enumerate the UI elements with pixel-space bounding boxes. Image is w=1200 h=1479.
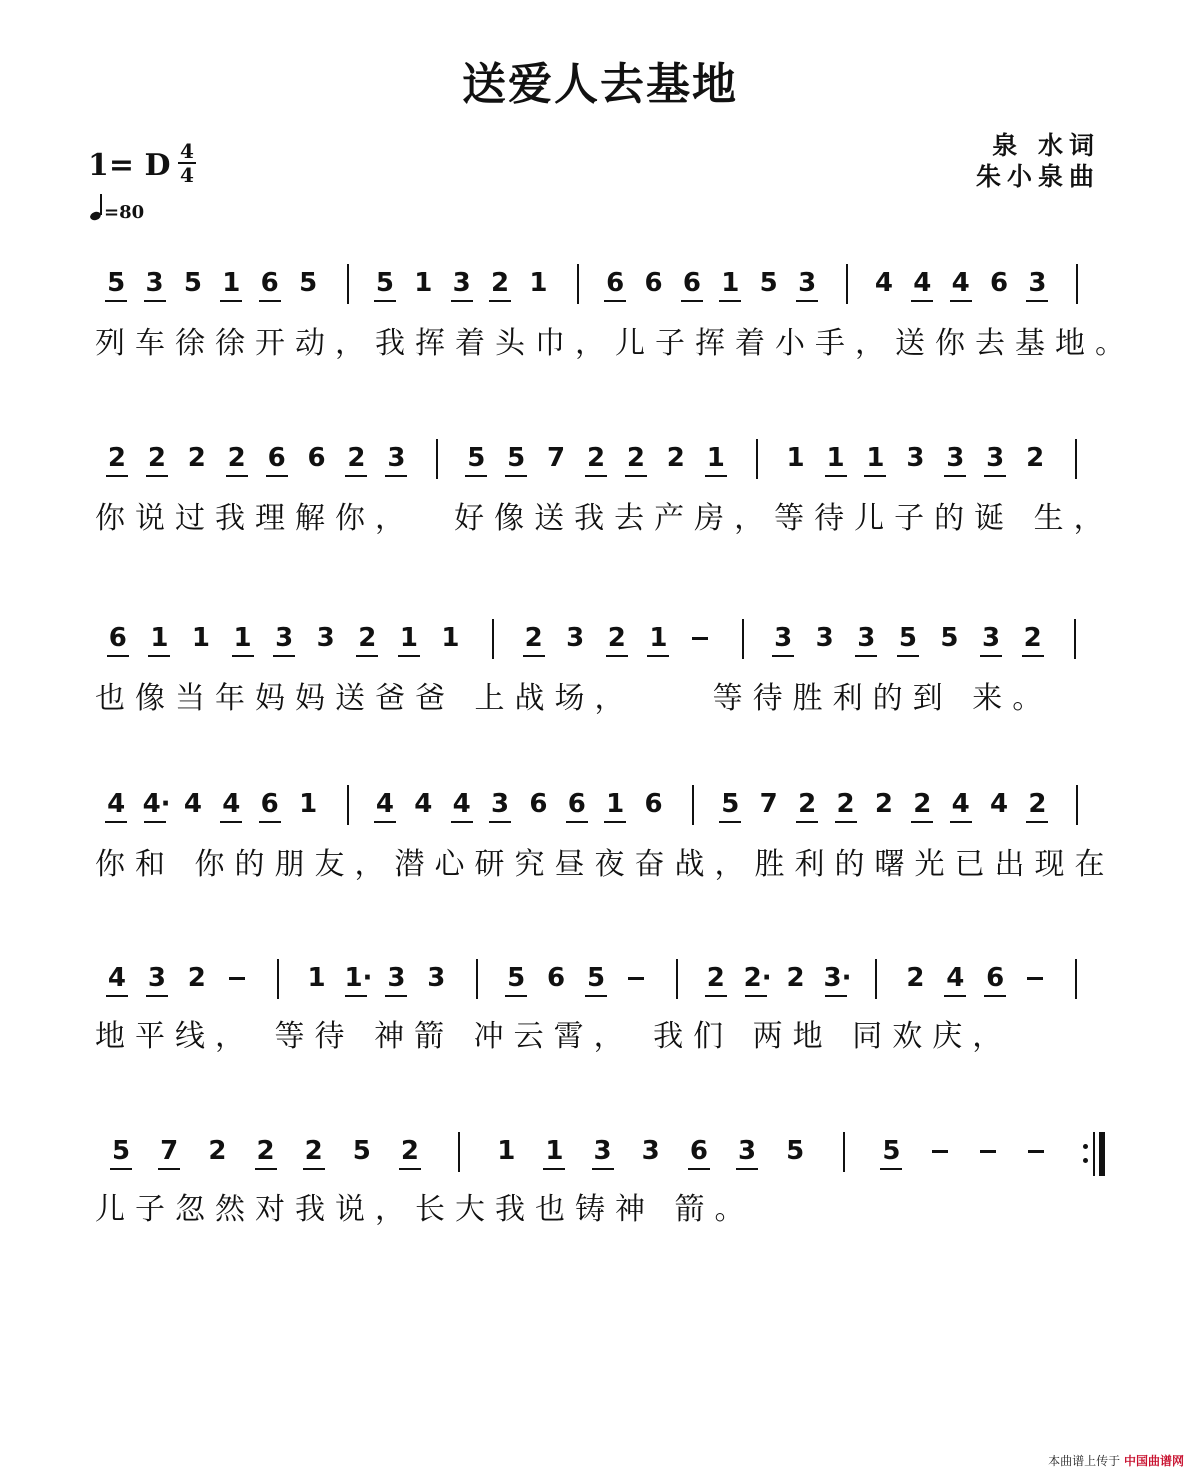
footer-text: 本曲谱上传于 <box>1048 1454 1121 1468</box>
meter-bottom: 4 <box>180 163 194 187</box>
lyrics-line: 地平线， 等待 神箭 冲云霄， 我们 两地 同欢庆， <box>95 1019 1013 1054</box>
rhythm-beam <box>772 655 794 657</box>
note: 3 <box>147 963 166 993</box>
note: 3 <box>316 623 335 653</box>
rhythm-beam <box>273 655 295 657</box>
sustain-dash <box>692 637 708 640</box>
rhythm-beam <box>719 821 741 823</box>
note: 2 <box>586 443 606 473</box>
rhythm-beam <box>681 300 703 302</box>
barline <box>1074 619 1076 659</box>
rhythm-beam <box>451 821 473 823</box>
barline <box>676 959 678 999</box>
rhythm-beam <box>374 300 396 302</box>
note: 7 <box>547 443 566 473</box>
barline <box>1075 959 1077 999</box>
note: 5 <box>759 268 778 298</box>
notation-row <box>0 617 1200 673</box>
note: 2 <box>208 1136 227 1166</box>
note: 6 <box>260 268 279 298</box>
note: 3 <box>490 789 510 819</box>
barline <box>347 264 349 304</box>
note: 2 <box>913 789 932 819</box>
quarter-note-stem <box>100 194 102 215</box>
notation-row <box>0 783 1200 839</box>
note: 1 <box>529 268 548 298</box>
note: 3 <box>737 1136 757 1166</box>
notation-row <box>0 957 1200 1013</box>
note: 3 <box>774 623 793 653</box>
notation-row <box>0 437 1200 493</box>
rhythm-beam <box>796 821 818 823</box>
rhythm-beam <box>880 1168 902 1170</box>
note: 6 <box>644 268 663 298</box>
barline <box>846 264 848 304</box>
rhythm-beam <box>146 475 168 477</box>
rhythm-beam <box>796 300 818 302</box>
note: 6 <box>989 268 1009 298</box>
rhythm-beam <box>705 995 727 997</box>
notation-row <box>0 262 1200 318</box>
rhythm-beam <box>625 475 647 477</box>
note: 1 <box>441 623 460 653</box>
note: 2 <box>836 789 855 819</box>
note: 6 <box>108 623 127 653</box>
rhythm-beam <box>345 995 367 997</box>
rhythm-beam <box>688 1168 710 1170</box>
rhythm-beam <box>259 821 281 823</box>
note: 3 <box>593 1136 612 1166</box>
note: 6 <box>986 963 1005 993</box>
rhythm-beam <box>158 1168 180 1170</box>
note: 3 <box>946 443 965 473</box>
note: 7 <box>759 789 778 819</box>
note: 5 <box>375 268 394 298</box>
note: 2 <box>227 443 246 473</box>
note: 2 <box>347 443 366 473</box>
note: 1 <box>545 1136 564 1166</box>
note: 4 <box>414 789 433 819</box>
note: 4 <box>951 789 970 819</box>
sustain-dash <box>1027 977 1043 980</box>
barline <box>843 1132 845 1172</box>
note: 1 <box>233 623 252 653</box>
note: 2 <box>706 963 725 993</box>
lyrics-line: 你和 你的朋友，潜心研究昼夜奋战，胜利的曙光已出现在 <box>95 847 1115 882</box>
lyrics-line: 列车徐徐开动，我挥着头巾，儿子挥着小手，送你去基地。 <box>95 326 1135 361</box>
note: 1 <box>414 268 433 298</box>
note: 3 <box>815 623 834 653</box>
note: 5 <box>183 268 202 298</box>
note: 3 <box>641 1136 660 1166</box>
note: 3 <box>387 963 406 993</box>
lyricist-credit: 泉 水词 <box>992 131 1100 160</box>
note: 3 <box>387 443 406 473</box>
note: 3 <box>986 443 1005 473</box>
note: 5 <box>107 268 126 298</box>
time-signature <box>176 140 198 186</box>
rhythm-beam <box>604 300 626 302</box>
note: 3 <box>857 623 876 653</box>
note: 1 <box>191 623 210 653</box>
rhythm-beam <box>647 655 669 657</box>
tempo-value: =80 <box>104 202 145 223</box>
note: 2· <box>743 963 772 993</box>
note: 5 <box>507 963 526 993</box>
barline <box>476 959 478 999</box>
note: 6 <box>267 443 286 473</box>
rhythm-beam <box>505 995 527 997</box>
note: 2 <box>1028 789 1047 819</box>
note: 4 <box>452 789 471 819</box>
rhythm-beam <box>736 1168 758 1170</box>
rhythm-beam <box>489 300 511 302</box>
note: 4 <box>222 789 241 819</box>
rhythm-beam <box>374 821 396 823</box>
note: 2 <box>304 1136 323 1166</box>
rhythm-beam <box>107 655 129 657</box>
note: 4 <box>946 963 965 993</box>
note: 3 <box>566 623 585 653</box>
rhythm-beam <box>984 995 1006 997</box>
repeat-dot <box>1083 1144 1088 1149</box>
note: 3 <box>1028 268 1047 298</box>
rhythm-beam <box>980 655 1002 657</box>
lyrics-line: 也像当年妈妈送爸爸 上战场， 等待胜利的到 来。 <box>95 681 1053 716</box>
note: 2 <box>400 1136 420 1166</box>
barline <box>277 959 279 999</box>
rhythm-beam <box>592 1168 614 1170</box>
note: 5 <box>352 1136 371 1166</box>
note: 5 <box>299 268 318 298</box>
note: 6 <box>682 268 701 298</box>
note: 6 <box>547 963 566 993</box>
rhythm-beam <box>146 995 168 997</box>
note: 3 <box>452 268 471 298</box>
barline <box>1076 785 1078 825</box>
composer-credit: 朱小泉曲 <box>975 162 1100 191</box>
note: 2 <box>607 623 626 653</box>
rhythm-beam <box>144 300 166 302</box>
repeat-dot <box>1083 1158 1088 1163</box>
rhythm-beam <box>385 995 407 997</box>
rhythm-beam <box>465 475 487 477</box>
rhythm-beam <box>1026 821 1048 823</box>
note: 5 <box>721 789 740 819</box>
note: 2 <box>798 789 817 819</box>
rhythm-beam <box>835 821 857 823</box>
barline <box>458 1132 460 1172</box>
note: 5 <box>882 1136 901 1166</box>
note: 6 <box>606 268 625 298</box>
note: 5 <box>586 963 606 993</box>
rhythm-beam <box>385 475 407 477</box>
sustain-dash <box>932 1150 948 1153</box>
note: 1 <box>307 963 326 993</box>
note: 3 <box>427 963 446 993</box>
note: 4 <box>951 268 970 298</box>
sustain-dash <box>1028 1150 1044 1153</box>
rhythm-beam <box>585 995 607 997</box>
note: 1 <box>497 1136 516 1166</box>
note: 1 <box>150 623 169 653</box>
rhythm-beam <box>705 475 727 477</box>
note: 1 <box>826 443 845 473</box>
note: 6 <box>529 789 548 819</box>
barline <box>875 959 877 999</box>
note: 1 <box>866 443 885 473</box>
rhythm-beam <box>944 995 966 997</box>
note: 6 <box>689 1136 708 1166</box>
note: 3 <box>798 268 817 298</box>
note: 5 <box>940 623 959 653</box>
rhythm-beam <box>451 300 473 302</box>
note: 1 <box>706 443 725 473</box>
note: 4 <box>913 268 932 298</box>
page-title: 送爱人去基地 <box>462 59 738 110</box>
note: 4· <box>142 789 171 819</box>
note: 4 <box>107 789 126 819</box>
note: 5 <box>467 443 486 473</box>
note: 6 <box>307 443 326 473</box>
rhythm-beam <box>226 475 248 477</box>
note: 3 <box>275 623 294 653</box>
key-signature: 1= D <box>88 148 171 183</box>
rhythm-beam <box>148 655 170 657</box>
note: 1 <box>299 789 318 819</box>
rhythm-beam <box>825 995 847 997</box>
note: 2 <box>786 963 805 993</box>
note: 5 <box>898 623 917 653</box>
barline <box>436 439 438 479</box>
rhythm-beam <box>106 475 128 477</box>
rhythm-beam <box>255 1168 277 1170</box>
barline <box>1075 439 1077 479</box>
note: 1 <box>649 623 668 653</box>
thick-barline <box>1099 1132 1105 1176</box>
rhythm-beam <box>523 655 545 657</box>
note: 1 <box>399 623 418 653</box>
note: 7 <box>160 1136 179 1166</box>
note: 2 <box>256 1136 275 1166</box>
footer-brand: 中国曲谱网 <box>1123 1454 1184 1468</box>
rhythm-beam <box>944 475 966 477</box>
note: 1 <box>721 268 740 298</box>
rhythm-beam <box>897 655 919 657</box>
rhythm-beam <box>543 1168 565 1170</box>
note: 4 <box>107 963 126 993</box>
rhythm-beam <box>950 300 972 302</box>
note: 2 <box>107 443 126 473</box>
note: 2 <box>626 443 645 473</box>
rhythm-beam <box>1026 300 1048 302</box>
rhythm-beam <box>719 300 741 302</box>
rhythm-beam <box>566 821 588 823</box>
rhythm-beam <box>825 475 847 477</box>
rhythm-beam <box>398 655 420 657</box>
barline <box>347 785 349 825</box>
barline <box>756 439 758 479</box>
rhythm-beam <box>106 995 128 997</box>
rhythm-beam <box>984 475 1006 477</box>
rhythm-beam <box>1022 655 1044 657</box>
credits <box>970 130 1100 192</box>
barline <box>492 619 494 659</box>
rhythm-beam <box>259 300 281 302</box>
note: 2 <box>147 443 166 473</box>
note: 2 <box>187 963 206 993</box>
note: 3 <box>906 443 925 473</box>
note: 4 <box>375 789 394 819</box>
note: 4 <box>989 789 1009 819</box>
footer-credit <box>1048 1452 1184 1469</box>
note: 6 <box>644 789 663 819</box>
rhythm-beam <box>606 655 628 657</box>
rhythm-beam <box>911 300 933 302</box>
note: 1 <box>786 443 805 473</box>
note: 2 <box>906 963 925 993</box>
note: 1· <box>344 963 373 993</box>
rhythm-beam <box>105 821 127 823</box>
rhythm-beam <box>266 475 288 477</box>
lyrics-line: 儿子忽然对我说，长大我也铸神 箭。 <box>95 1192 755 1227</box>
lyrics-line: 你说过我理解你， 好像送我去产房，等待儿子的诞 生， <box>95 501 1114 536</box>
note: 2 <box>1026 443 1045 473</box>
note: 5 <box>786 1136 805 1166</box>
sustain-dash <box>229 977 245 980</box>
barline <box>1076 264 1078 304</box>
rhythm-beam <box>399 1168 421 1170</box>
rhythm-beam <box>110 1168 132 1170</box>
note: 5 <box>112 1136 131 1166</box>
note: 2 <box>490 268 510 298</box>
rhythm-beam <box>855 655 877 657</box>
rhythm-beam <box>220 300 242 302</box>
thin-barline <box>1093 1132 1095 1176</box>
note: 5 <box>507 443 526 473</box>
note: 1 <box>222 268 241 298</box>
note: 2 <box>874 789 893 819</box>
rhythm-beam <box>356 655 378 657</box>
note: 6 <box>260 789 279 819</box>
rhythm-beam <box>745 995 767 997</box>
rhythm-beam <box>864 475 886 477</box>
notation-row <box>0 1130 1200 1186</box>
note: 2 <box>524 623 543 653</box>
rhythm-beam <box>911 821 933 823</box>
sustain-dash <box>980 1150 996 1153</box>
rhythm-beam <box>585 475 607 477</box>
note: 2 <box>1023 623 1042 653</box>
note: 2 <box>187 443 206 473</box>
note: 3 <box>145 268 164 298</box>
rhythm-beam <box>345 475 367 477</box>
rhythm-beam <box>505 475 527 477</box>
meter-top: 4 <box>180 139 194 163</box>
barline <box>742 619 744 659</box>
note: 3 <box>981 623 1001 653</box>
note: 6 <box>567 789 586 819</box>
barline <box>577 264 579 304</box>
note: 1 <box>606 789 625 819</box>
rhythm-beam <box>303 1168 325 1170</box>
rhythm-beam <box>105 300 127 302</box>
note: 4 <box>874 268 893 298</box>
rhythm-beam <box>144 821 166 823</box>
note: 3· <box>823 963 852 993</box>
barline <box>692 785 694 825</box>
note: 4 <box>183 789 202 819</box>
rhythm-beam <box>489 821 511 823</box>
note: 2 <box>358 623 377 653</box>
rhythm-beam <box>220 821 242 823</box>
note: 2 <box>666 443 685 473</box>
rhythm-beam <box>950 821 972 823</box>
rhythm-beam <box>604 821 626 823</box>
sustain-dash <box>628 977 644 980</box>
rhythm-beam <box>232 655 254 657</box>
